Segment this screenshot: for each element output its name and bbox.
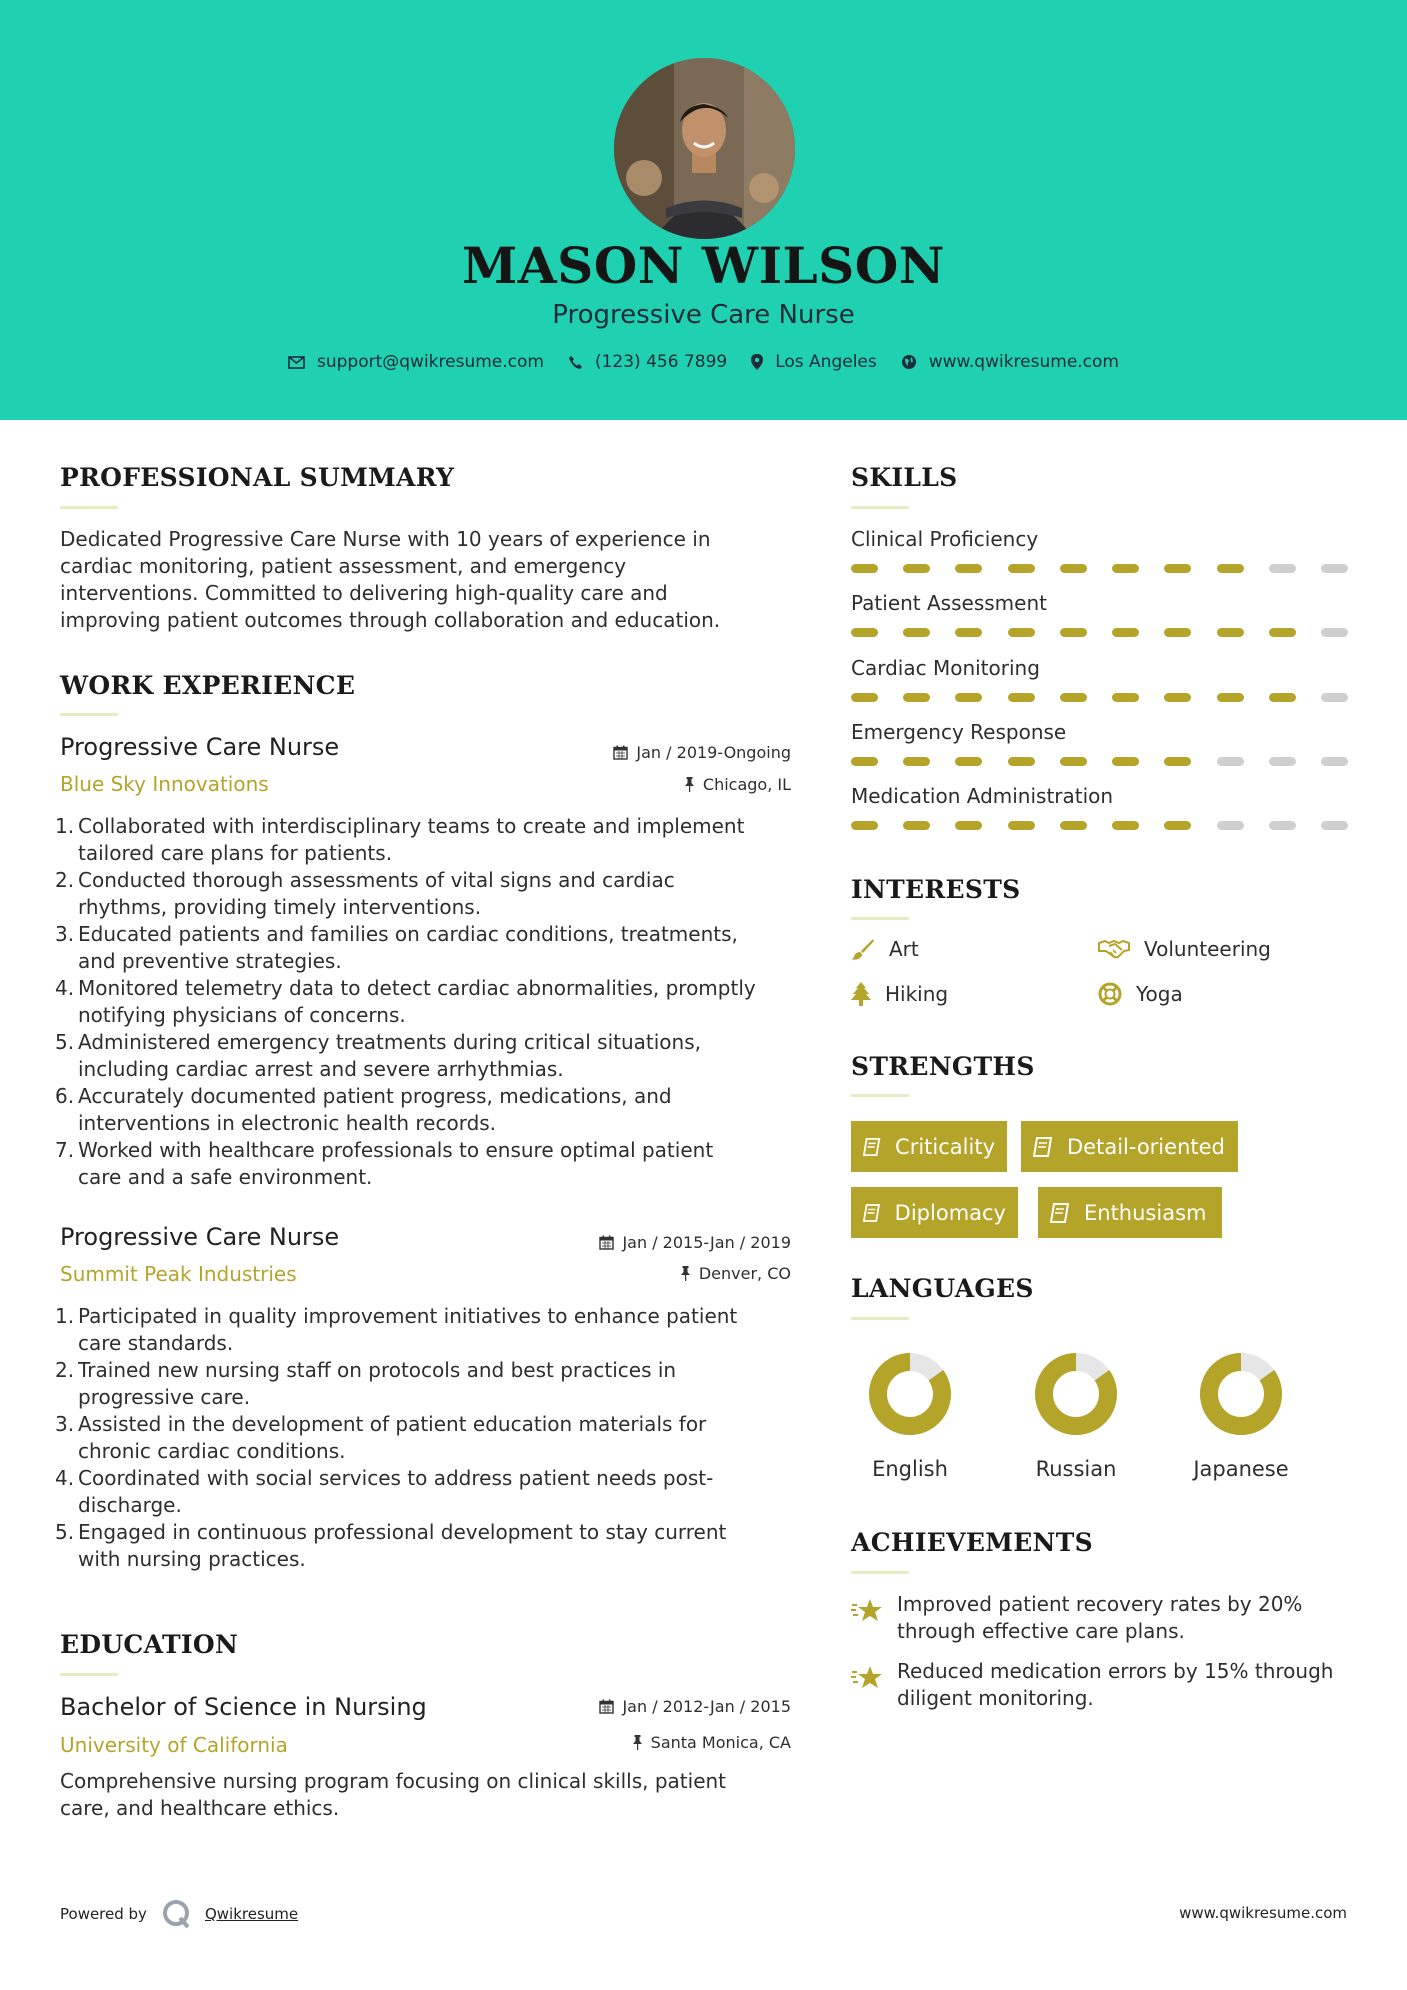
job-dates-text: Jan / 2019-Ongoing: [636, 743, 791, 762]
footer-powered-by: [60, 1898, 298, 1930]
skill-segment-filled: [1008, 693, 1035, 702]
star-icon: [851, 1664, 883, 1690]
education-location: [632, 1733, 791, 1752]
summary-heading: PROFESSIONAL SUMMARY: [60, 463, 455, 492]
achievement-line: through effective care plans.: [897, 1619, 1185, 1643]
job-dates: [599, 1233, 791, 1252]
powered-by-text: Powered by: [60, 1905, 147, 1923]
skill-segment-filled: [1008, 757, 1035, 766]
achievement-line: Reduced medication errors by 15% through: [897, 1659, 1334, 1683]
interest-label: Art: [889, 937, 919, 961]
qwikresume-logo-icon: [161, 1898, 193, 1930]
qwikresume-link[interactable]: Qwikresume: [204, 1905, 299, 1923]
language-label: Russian: [1035, 1457, 1117, 1481]
envelope-icon: [288, 356, 305, 369]
job-location-text: Chicago, IL: [702, 775, 791, 794]
language-proficiency-ring: [867, 1351, 953, 1437]
duty-line: including cardiac arrest and severe arrhythmias.: [78, 1057, 564, 1081]
strength-label: Enthusiasm: [1084, 1200, 1207, 1225]
duty-line: Accurately documented patient progress, medications, and: [78, 1084, 672, 1108]
skill-segment-filled: [1164, 628, 1191, 637]
job-duties-list: [55, 813, 800, 1191]
summary-line: Dedicated Progressive Care Nurse with 10 years of experience in: [60, 527, 711, 551]
job-location: [680, 1264, 791, 1283]
skill-segment-filled: [1112, 693, 1139, 702]
language-proficiency-ring: [1198, 1351, 1284, 1437]
skills-divider: [851, 506, 909, 509]
tree-icon: [851, 982, 871, 1006]
duty-item: [55, 867, 800, 921]
skill-segment-empty: [1269, 821, 1296, 830]
duty-line: interventions in electronic health records.: [78, 1111, 497, 1135]
pushpin-icon: [684, 777, 695, 792]
skill-segment-filled: [1060, 757, 1087, 766]
skill-segment-filled: [1112, 564, 1139, 573]
duty-line: Monitored telemetry data to detect cardiac abnormalities, promptly: [78, 976, 756, 1000]
skill-name: Patient Assessment: [851, 591, 1047, 615]
skill-segment-filled: [851, 757, 878, 766]
duty-item: [55, 1137, 800, 1191]
skills-heading: SKILLS: [851, 463, 958, 492]
school-name: University of California: [60, 1733, 288, 1757]
duty-item: [55, 1303, 800, 1357]
duty-number: 2.: [55, 868, 75, 892]
language-proficiency-ring: [1033, 1351, 1119, 1437]
interest-item: [851, 982, 948, 1006]
experience-divider: [60, 713, 118, 716]
duty-number: 4.: [55, 1466, 75, 1490]
location-text: Los Angeles: [775, 352, 877, 372]
duty-item: [55, 813, 800, 867]
duty-item: [55, 1083, 800, 1137]
strength-badge: [1021, 1121, 1238, 1172]
skill-segment-filled: [1112, 821, 1139, 830]
duty-item: [55, 975, 800, 1029]
skill-segment-filled: [851, 628, 878, 637]
skill-segment-filled: [1164, 757, 1191, 766]
duty-line: Conducted thorough assessments of vital signs and cardiac: [78, 868, 675, 892]
star-icon: [851, 1597, 883, 1623]
duty-line: progressive care.: [78, 1385, 251, 1409]
skill-level-bar: [851, 757, 1348, 766]
duty-line: with nursing practices.: [78, 1547, 306, 1571]
skill-segment-filled: [955, 821, 982, 830]
skill-segment-filled: [1060, 628, 1087, 637]
achievement-text: [897, 1591, 1302, 1645]
skill-segment-empty: [1217, 821, 1244, 830]
skill-segment-filled: [1112, 628, 1139, 637]
duty-line: Participated in quality improvement initiatives to enhance patient: [78, 1304, 738, 1328]
education-location-text: Santa Monica, CA: [650, 1733, 791, 1752]
duty-line: and preventive strategies.: [78, 949, 342, 973]
skill-name: Emergency Response: [851, 720, 1067, 744]
skill-segment-empty: [1321, 628, 1348, 637]
phone-text: (123) 456 7899: [594, 352, 728, 372]
website-text: www.qwikresume.com: [928, 352, 1119, 372]
interests-divider: [851, 917, 909, 920]
job-company: Blue Sky Innovations: [60, 772, 269, 796]
experience-heading: WORK EXPERIENCE: [60, 671, 356, 700]
language-item: [850, 1351, 970, 1481]
skill-level-bar: [851, 693, 1348, 702]
duty-number: 5.: [55, 1520, 75, 1544]
skill-segment-filled: [1269, 628, 1296, 637]
education-description: [60, 1768, 800, 1822]
skill-level-bar: [851, 628, 1348, 637]
skill-segment-empty: [1321, 757, 1348, 766]
interest-label: Yoga: [1136, 982, 1183, 1006]
duty-item: [55, 1465, 800, 1519]
calendar-icon: [599, 1235, 614, 1250]
education-line: Comprehensive nursing program focusing on clinical skills, patient: [60, 1769, 727, 1793]
duty-number: 7.: [55, 1138, 75, 1162]
languages-divider: [851, 1317, 909, 1320]
duty-line: Educated patients and families on cardiac conditions, treatments,: [78, 922, 738, 946]
summary-text: [60, 526, 780, 634]
email-text: support@qwikresume.com: [317, 352, 544, 372]
skill-segment-filled: [1008, 821, 1035, 830]
duty-number: 1.: [55, 1304, 75, 1328]
skill-segment-filled: [851, 564, 878, 573]
duty-number: 3.: [55, 922, 75, 946]
job-company: Summit Peak Industries: [60, 1262, 297, 1286]
skill-segment-filled: [903, 821, 930, 830]
achievement-item: [851, 1591, 1371, 1645]
contact-phone[interactable]: [568, 352, 727, 372]
profile-photo: [614, 58, 795, 239]
interest-label: Volunteering: [1144, 937, 1271, 961]
skill-level-bar: [851, 821, 1348, 830]
duty-item: [55, 1519, 800, 1573]
interest-item: [851, 937, 919, 961]
skill-segment-empty: [1321, 564, 1348, 573]
education-divider: [60, 1673, 118, 1676]
calendar-icon: [599, 1699, 614, 1714]
duty-item: [55, 1411, 800, 1465]
skill-segment-filled: [1217, 564, 1244, 573]
language-item: [1016, 1351, 1136, 1481]
duty-line: Collaborated with interdisciplinary teams to create and implement: [78, 814, 745, 838]
achievement-line: diligent monitoring.: [897, 1686, 1094, 1710]
phone-icon: [568, 355, 583, 370]
skill-segment-filled: [1112, 757, 1139, 766]
strength-badge: [1038, 1187, 1222, 1238]
skill-segment-filled: [851, 821, 878, 830]
skill-segment-filled: [903, 693, 930, 702]
strength-label: Detail-oriented: [1067, 1134, 1225, 1159]
job-location-text: Denver, CO: [698, 1264, 791, 1283]
duty-number: 1.: [55, 814, 75, 838]
languages-heading: LANGUAGES: [851, 1274, 1034, 1303]
contact-bar: [0, 352, 1407, 372]
interest-item: [1098, 937, 1271, 961]
book-icon: [1033, 1137, 1053, 1157]
degree-title: Bachelor of Science in Nursing: [60, 1693, 427, 1721]
achievements-heading: ACHIEVEMENTS: [851, 1528, 1093, 1557]
contact-email[interactable]: [288, 352, 544, 372]
education-dates: [599, 1697, 791, 1716]
skill-segment-filled: [1217, 693, 1244, 702]
footer-url[interactable]: www.qwikresume.com: [1179, 1904, 1347, 1922]
duty-line: chronic cardiac conditions.: [78, 1439, 346, 1463]
book-icon: [1050, 1203, 1070, 1223]
job-location: [684, 775, 791, 794]
handshake-icon: [1098, 939, 1130, 959]
pushpin-icon: [632, 1735, 643, 1750]
skill-segment-filled: [1060, 821, 1087, 830]
strength-badge: [851, 1187, 1018, 1238]
skill-name: Medication Administration: [851, 784, 1114, 808]
skill-level-bar: [851, 564, 1348, 573]
duty-line: Worked with healthcare professionals to ensure optimal patient: [78, 1138, 714, 1162]
duty-number: 2.: [55, 1358, 75, 1382]
skill-segment-filled: [955, 757, 982, 766]
duty-line: discharge.: [78, 1493, 182, 1517]
skill-segment-filled: [1060, 564, 1087, 573]
duty-item: [55, 1029, 800, 1083]
summary-line: cardiac monitoring, patient assessment, and emergency: [60, 554, 627, 578]
skill-segment-filled: [1164, 693, 1191, 702]
duty-line: Administered emergency treatments during critical situations,: [78, 1030, 701, 1054]
summary-line: interventions. Committed to delivering high-quality care and: [60, 581, 668, 605]
strength-label: Diplomacy: [894, 1200, 1006, 1225]
duty-number: 6.: [55, 1084, 75, 1108]
education-heading: EDUCATION: [60, 1630, 239, 1659]
interest-label: Hiking: [885, 982, 949, 1006]
job-title: Progressive Care Nurse: [60, 733, 340, 761]
duty-line: Coordinated with social services to address patient needs post-: [78, 1466, 714, 1490]
skill-segment-filled: [903, 564, 930, 573]
book-icon: [863, 1137, 881, 1157]
contact-website[interactable]: [901, 352, 1119, 372]
duty-line: Assisted in the development of patient education materials for: [78, 1412, 707, 1436]
summary-divider: [60, 506, 118, 509]
paintbrush-icon: [851, 938, 875, 960]
skill-name: Cardiac Monitoring: [851, 656, 1040, 680]
duty-line: Engaged in continuous professional development to stay current: [78, 1520, 727, 1544]
skill-segment-filled: [903, 628, 930, 637]
strengths-divider: [851, 1094, 909, 1097]
duty-item: [55, 1357, 800, 1411]
language-label: Japanese: [1193, 1457, 1289, 1481]
candidate-name: MASON WILSON: [462, 236, 945, 295]
pushpin-icon: [680, 1266, 691, 1281]
duty-line: rhythms, providing timely interventions.: [78, 895, 482, 919]
skill-segment-filled: [955, 628, 982, 637]
book-icon: [863, 1203, 881, 1223]
skill-segment-filled: [1060, 693, 1087, 702]
skill-segment-empty: [1269, 564, 1296, 573]
candidate-title: Progressive Care Nurse: [552, 300, 855, 330]
skill-segment-empty: [1217, 757, 1244, 766]
job-title: Progressive Care Nurse: [60, 1223, 340, 1251]
interests-heading: INTERESTS: [851, 875, 1021, 904]
education-line: care, and healthcare ethics.: [60, 1796, 340, 1820]
skill-segment-filled: [1008, 628, 1035, 637]
achievement-item: [851, 1658, 1371, 1712]
job-duties-list: [55, 1303, 800, 1573]
strength-label: Criticality: [895, 1134, 995, 1159]
achievement-line: Improved patient recovery rates by 20%: [897, 1592, 1303, 1616]
skill-segment-filled: [903, 757, 930, 766]
skill-segment-empty: [1269, 757, 1296, 766]
duty-line: tailored care plans for patients.: [78, 841, 393, 865]
achievements-divider: [851, 1571, 909, 1574]
skill-segment-empty: [1321, 693, 1348, 702]
skill-segment-filled: [1164, 821, 1191, 830]
skill-segment-filled: [955, 564, 982, 573]
map-marker-icon: [751, 354, 763, 370]
skill-segment-filled: [1008, 564, 1035, 573]
skill-segment-empty: [1321, 821, 1348, 830]
job-dates: [613, 743, 791, 762]
calendar-icon: [613, 745, 628, 760]
strength-badge: [851, 1121, 1007, 1172]
duty-line: care and a safe environment.: [78, 1165, 373, 1189]
duty-line: notifying physicians of concerns.: [78, 1003, 406, 1027]
job-dates-text: Jan / 2015-Jan / 2019: [622, 1233, 791, 1252]
strengths-heading: STRENGTHS: [851, 1052, 1035, 1081]
contact-location: [751, 352, 877, 372]
duty-number: 5.: [55, 1030, 75, 1054]
header-banner: [0, 0, 1407, 420]
achievement-text: [897, 1658, 1333, 1712]
duty-line: care standards.: [78, 1331, 234, 1355]
skill-segment-filled: [851, 693, 878, 702]
duty-number: 4.: [55, 976, 75, 1000]
skill-segment-filled: [1217, 628, 1244, 637]
globe-icon: [901, 354, 917, 370]
education-dates-text: Jan / 2012-Jan / 2015: [622, 1697, 791, 1716]
interest-item: [1098, 982, 1183, 1006]
lifebuoy-icon: [1098, 982, 1122, 1006]
duty-item: [55, 921, 800, 975]
skill-segment-filled: [1269, 693, 1296, 702]
skill-name: Clinical Proficiency: [851, 527, 1039, 551]
language-label: English: [872, 1457, 948, 1481]
duty-line: Trained new nursing staff on protocols and best practices in: [78, 1358, 677, 1382]
duty-number: 3.: [55, 1412, 75, 1436]
skill-segment-filled: [1164, 564, 1191, 573]
summary-line: improving patient outcomes through collaboration and education.: [60, 608, 721, 632]
language-item: [1181, 1351, 1301, 1481]
skill-segment-filled: [955, 693, 982, 702]
